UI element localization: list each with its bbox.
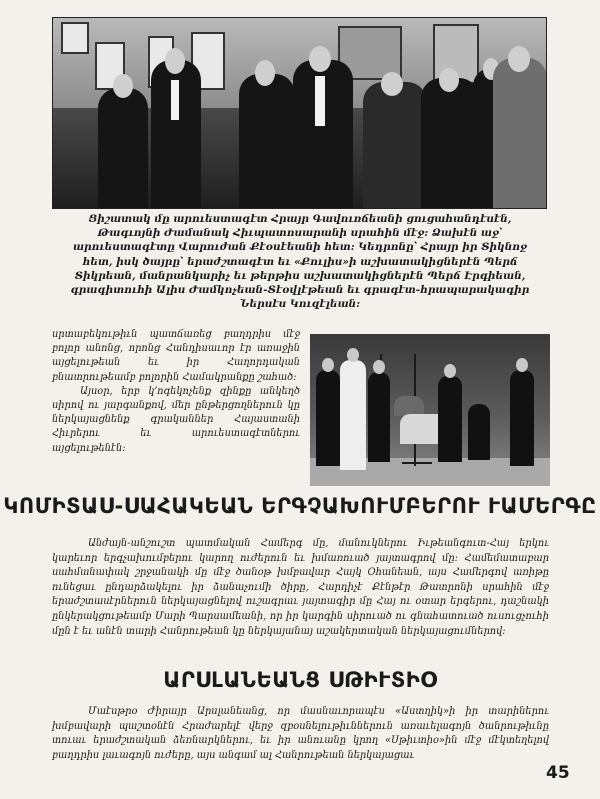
section-body-choir	[52, 537, 549, 639]
left-paragraph-1: սրտաբեկութիւն պատճառեց բաղդրիս մէջ բոլոր անոնց, որոնց Հանդիսաւոր էր առաջին այցելութեան եւ իր Հաղորդական բնատրութեամբ բոլորին Համակրանքը շահած:	[52, 329, 300, 383]
studio-paragraph: Մաէսթրօ Ժիրայր Արսլանեանց, որ մասնաւորապէս «Աստղիկ»ի իր տարիներու խմբավարի պաշտօնէն Հրաժարելէ վերջ զբօսնելութիւններուն առաւելագոյն ծանրութիւնը տուաւ երաժշտական ձեռնարկներու, եւ իր անուանը կրող «Սթիւտիօ»ին մէջ մէկտեղելով բաղդրիս լաւագոյն ուժերը, այս անգամ ալ Հանրութեան ներկայացաւ	[52, 706, 549, 761]
left-paragraph-2: Այսօր, երբ կ՚ոգեկոչենք զինքը անկեղծ սիրով ու յարգանքով, մեր ընթերցողներուն կը ներկայացնենք գրականներ Հայաստանի Հիւրերու եւ արուեստագէտներու այցելութենէն:	[52, 385, 300, 454]
section-body-studio	[52, 705, 549, 763]
exhibition-photo	[52, 17, 547, 209]
choir-paragraph: Անժայն-անշուշտ պատմական Համերգ մը, մանուկներու Իւթեանգուտ-Հայ երկու կարեւոր երգչախումբերու կարող ուժերուն եւ խմառուած յայտագրով մը: Համեմատաբար սահմանափակ շրջանակի մը մէջ ծանօթ խմբավար Հայկ Օհանեան, այս Համերգով առիթը ունեցաւ ընդարձակելու իր ձանաչումի ծիրը, Հարդիչէ Քէնթէր Թատրոնի սրահին մէջ երաժշտասէրներուն ներկայացնելով ուշագրաւ յայտագիր մը Հայ ու օտար երգերու, դաշնակի ընկերակցութեամբ Մարի Պարսամեանի, որ իր կարգին սիրուած ու գնահատուած ուսուցչուհի մըն է եւ անէն տարի Հանրութեան կը ներկայանայ աշակերտական ներկայացումներով:	[52, 538, 549, 637]
left-column-text	[52, 328, 300, 456]
section-title-choir: ԿՈՄԻՏԱՍ-ՍԱՀԱԿԵԱՆ ԵՐԳՉԱԽՈՒՄԲԵՐՈՒ ՒԱՄԵՐԳԸ	[3, 494, 597, 518]
page-number: 45	[546, 763, 570, 783]
photo-caption: Ցիշատակ մը արուեստագէտ Հրայր Գավուռճեանի ցուցահանդէսէն, Թագւոյնի Ժամանակ Հիւպատոսարանի սրահին մէջ: Ձախէն աջ՝ արուեստագէտը Վարուժան Քէօսէեանի հետ: Կեդրոնը՝ Հրայր իր Տիկնոջ հետ, իսկ ծայրը՝ երաժշտագէտ եւ «Քուլիս»ի աշխատակիցներէն Պերճ Տիկրեան, մանրանկարիչ եւ թերթիս աշխատակիցներէն Պերճ Էրգիեան, գրագիտուհի Ալիս Ժամկոչեան-Տէօվլէթեան եւ գրագէտ-հրապարակագիր Ներսէս Կուզէլեան:	[70, 213, 530, 311]
choir-concert-photo	[310, 334, 550, 486]
section-title-studio: ԱՐՍԼԱՆԵԱՆՑ ՍԹԻՒՏԻՕ	[163, 668, 437, 692]
